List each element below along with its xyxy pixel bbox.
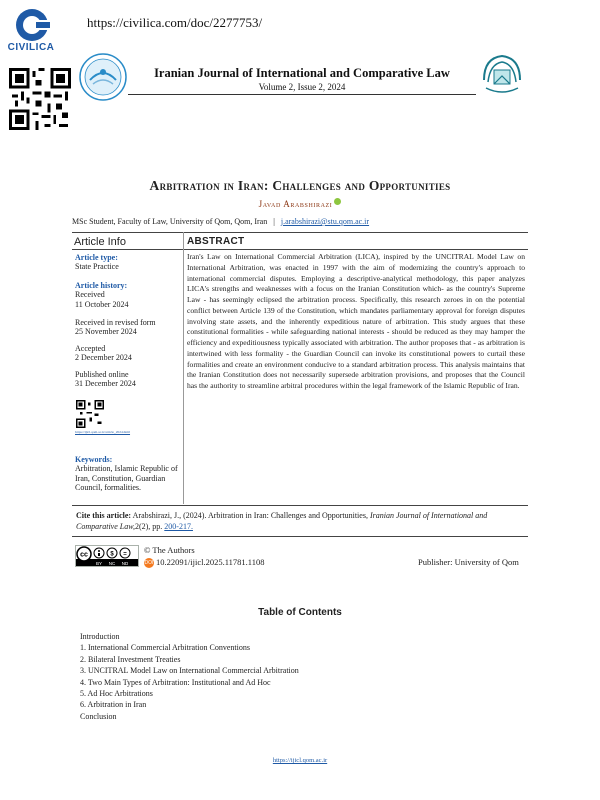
revised-block xyxy=(75,318,180,337)
citation-rule xyxy=(72,536,528,537)
received-date: 11 October 2024 xyxy=(75,299,129,309)
svg-text:ND: ND xyxy=(121,561,129,566)
toc-item[interactable]: 2. Bilateral Investment Treaties xyxy=(80,654,181,664)
article-title: Arbitration in Iran: Challenges and Opportunities xyxy=(149,178,451,193)
doi xyxy=(144,557,264,568)
toc-item[interactable]: 1. International Commercial Arbitration Conventions xyxy=(80,643,250,653)
info-header-rule xyxy=(72,249,528,250)
affiliation-line xyxy=(72,217,369,226)
university-seal-icon xyxy=(476,50,528,102)
article-info-heading: Article Info xyxy=(74,236,126,248)
doi-value[interactable]: 10.22091/ijicl.2025.11781.1108 xyxy=(156,557,265,567)
journal-title: Iranian Journal of International and Comparative Law xyxy=(154,66,450,80)
accepted-date: 2 December 2024 xyxy=(75,353,132,363)
article-qr-code-icon xyxy=(76,400,104,428)
svg-text:NC: NC xyxy=(108,561,116,566)
creative-commons-license-icon[interactable] xyxy=(75,545,139,567)
article-type-value: State Practice xyxy=(75,262,119,272)
abstract-heading: ABSTRACT xyxy=(187,236,245,247)
doi-icon: DOI xyxy=(144,560,154,566)
keywords-block xyxy=(75,455,180,493)
published-block xyxy=(75,370,180,389)
toc-list xyxy=(80,631,299,722)
accepted-label: Accepted xyxy=(75,344,106,353)
toc-item[interactable]: 4. Two Main Types of Arbitration: Institutional and Ad Hoc xyxy=(80,677,271,687)
cite-volume: 2(2), pp. xyxy=(134,522,163,531)
svg-text:$: $ xyxy=(110,551,114,558)
cite-label: Cite this article: xyxy=(76,511,132,520)
cite-pages-link[interactable]: 200-217. xyxy=(164,522,193,531)
svg-text:=: = xyxy=(123,551,127,558)
info-top-rule xyxy=(72,232,528,233)
accepted-block xyxy=(75,344,180,363)
cite-journal: Iranian Journal of International and Comparative Law, xyxy=(76,511,488,531)
article-history xyxy=(75,281,180,309)
publisher: Publisher: University of Qom xyxy=(418,557,519,567)
svg-text:cc: cc xyxy=(80,551,88,559)
volume-issue: Volume 2, Issue 2, 2024 xyxy=(258,82,346,92)
citation xyxy=(76,510,528,532)
author-name: Javad Arabshirazi xyxy=(60,198,540,209)
affiliation-separator: | xyxy=(273,217,275,226)
column-divider xyxy=(183,232,184,504)
toc-item[interactable]: Introduction xyxy=(80,632,120,641)
toc-item[interactable]: 5. Ad Hoc Arbitrations xyxy=(80,689,153,699)
brand-name: CIVILICA xyxy=(7,42,55,53)
keywords-label: Keywords: xyxy=(75,455,113,464)
civilica-logo-icon xyxy=(6,8,58,42)
orcid-icon[interactable] xyxy=(334,198,341,205)
journal-emblem-icon xyxy=(78,52,128,102)
published-date: 31 December 2024 xyxy=(75,379,136,389)
toc-item[interactable]: Conclusion xyxy=(80,711,117,721)
footer-journal-link[interactable]: https://ijicl.qom.ac.ir xyxy=(272,757,328,764)
received-label: Received xyxy=(75,290,105,300)
toc-item[interactable]: 3. UNCITRAL Model Law on International Commercial Arbitration xyxy=(80,666,299,676)
article-history-label: Article history: xyxy=(75,281,128,290)
keywords-value: Arbitration, Islamic Republic of Iran, Constitution, Guardian Council, formalities. xyxy=(75,464,178,493)
revised-label: Received in revised form xyxy=(75,318,156,327)
copyright: © The Authors xyxy=(144,545,195,555)
document-url-link[interactable]: https://civilica.com/doc/2277753/ xyxy=(87,15,263,30)
article-type xyxy=(75,253,180,272)
affiliation: MSc Student, Faculty of Law, University of Qom, Qom, Iran xyxy=(72,217,268,226)
svg-text:BY: BY xyxy=(95,561,103,566)
qr-code-icon xyxy=(9,68,71,130)
toc-item[interactable]: 6. Arbitration in Iran xyxy=(80,700,147,710)
revised-date: 25 November 2024 xyxy=(75,327,137,337)
abstract-text: Iran's Law on International Commercial Arbitration (LICA), inspired by the UNCITRAL Model Law on International Arbitration, was enacted in 1997 with the aim of modernizing the country's approach to international commercial disputes. Employing a descriptive-analytical methodology, this paper analyzes LICA's strengths and weaknesses with a focus on the Iranian Constitution which- as the country's Supreme Law - has seemingly eclipsed the arbitration process. Specifically, this research zeroes in on the potential conflict between Article 139 of the Constitution, which mandates parliamentary approval for foreign disputes involving state assets, and the inherently expeditious nature of arbitration. This study argues that these constitutional formalities - while safeguarding national interests - should be reduced as they may hamper the efficiency and expeditiousness typically associated with arbitration. The author proposes that - as arbitration is intertwined with less formality - the Guardian Council can invoke its constitutional powers to curtail these formalities and create an environment conducive to a standard arbitration process. This analysis maintains that the Iranian Constitution does not necessarily supersede arbitration provisions, and proposes that the Council has the authority to streamline arbitral procedures within the legal framework of the Islamic Republic of Iran. xyxy=(187,252,525,390)
header-divider xyxy=(128,94,476,95)
published-label: Published online xyxy=(75,370,129,379)
article-type-label: Article type: xyxy=(75,253,118,262)
article-qr-link[interactable]: https://ijicl.qom.ac.ir/article_2024.html xyxy=(75,430,131,434)
author-email-link[interactable]: j.arabshirazi@stu.qom.ac.ir xyxy=(280,217,370,226)
toc-title: Table of Contents xyxy=(258,607,342,618)
cite-text: Arabshirazi, J., (2024). Arbitration in Iran: Challenges and Opportunities, xyxy=(132,511,368,520)
info-bottom-rule xyxy=(72,505,528,506)
